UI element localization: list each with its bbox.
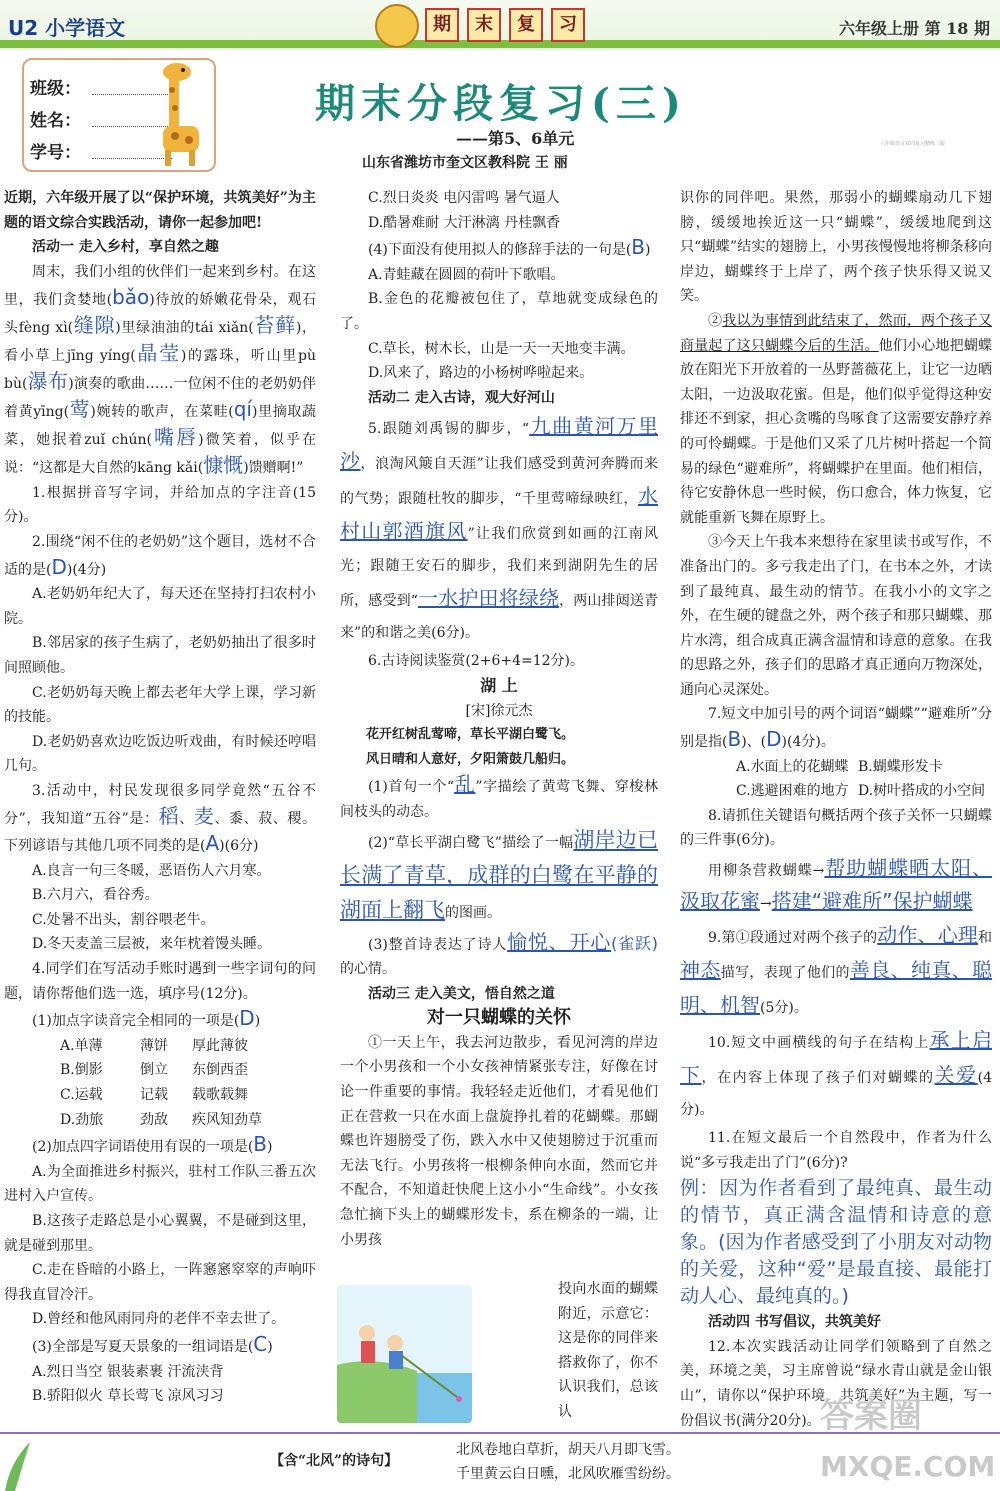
answer-q3-1: 稻 bbox=[158, 803, 180, 828]
question-4-2: (2)加点四字词语使用有误的一项是(B) bbox=[32, 1132, 273, 1157]
answer-q7-1: B bbox=[727, 727, 742, 752]
question-7: 7.短文中加引号的两个词语“蝴蝶”“避难所”分别是指(B)、(D)(4分)。 bbox=[680, 706, 992, 752]
poem-line-2: 风日晴和人意好，夕阳箫鼓几船归。 bbox=[366, 751, 575, 767]
q4-4-option-d: D.风来了，路边的小杨树哗啦起来。 bbox=[368, 365, 594, 382]
header-badge-2: 末 bbox=[467, 8, 501, 42]
q2-option-d: D.老奶奶喜欢边吃饭边听戏曲，有时候还哼唱几句。 bbox=[4, 733, 316, 775]
q4-2-option-b: B.这孩子走路总是小心翼翼，不是碰到这里，就是碰到那里。 bbox=[4, 1213, 316, 1254]
question-5: 5.跟随刘禹锡的脚步，“九曲黄河万里沙，浪淘风簸自天涯”让我们感受到黄河奔腾而来的气势；跟随杜牧的脚步，“千里莺啼绿映红，水村山郭酒旗风”让我们欣赏到如画的江南风光；跟随王安石的脚步，我们来到湖阴先生的居所，感受到“一水护田将绿绕，两山排闼送青来”的和谐之美(6分)。 bbox=[340, 414, 659, 642]
answer-q5-3: 一水护田将绿绕 bbox=[417, 586, 560, 611]
q4-4-option-b: B.金色的花瓣被包住了，草地就变成绿色的了。 bbox=[340, 291, 658, 332]
q3-option-b: B.六月六，看谷秀。 bbox=[32, 887, 159, 904]
article-paragraph-3: ③今天上午我本来想待在家里读书或写作，不准备出门的。多亏我走出了门，在书本之外，才读到了最纯真、最生动的情节。在我小小的文字之外，在生硬的键盘之外，两个孩子和那只蝴蝶、那片水湾，组合成真正满含温情和诗意的意象。在我的思路之外，孩子们的思路才真正通向万物深处，通向心灵深处。 bbox=[680, 534, 992, 698]
column-1 bbox=[4, 186, 316, 1409]
q3-option-a: A.良言一句三冬暖，恶语伤人六月寒。 bbox=[32, 862, 271, 879]
answer-pubu: 瀑布 bbox=[27, 368, 69, 393]
q4-1-row-d: D.劲旅 劲敌 疾风知劲草 bbox=[60, 1111, 262, 1128]
answer-q3-2: 麦 bbox=[193, 803, 215, 828]
header-badge-1: 期 bbox=[425, 8, 459, 42]
id-label: 学号： bbox=[30, 143, 81, 163]
answer-q4-3: C bbox=[253, 1331, 268, 1356]
answer-fengxi: 缝隙 bbox=[73, 312, 116, 337]
header-right: 六年级上册 第 18 期 bbox=[839, 19, 990, 38]
activity-1-heading: 活动一 走入乡村，享自然之趣 bbox=[32, 239, 219, 256]
question-9: 9.第①段通过对两个孩子的动作、心理和神态描写，表现了他们的善良、纯真、聪明、机智(5分)。 bbox=[680, 923, 993, 1018]
q4-2-option-a: A.为全面推进乡村振兴，驻村工作队三番五次进村入户宣传。 bbox=[4, 1163, 316, 1205]
answer-q2: D bbox=[51, 554, 67, 579]
class-label: 班级： bbox=[30, 79, 81, 99]
answer-kangkai: 慷慨 bbox=[203, 452, 244, 477]
q4-1-row-c: C.运载 记载 载歌载舞 bbox=[60, 1087, 248, 1104]
q4-1-row-b: B.倒影 倒立 东倒西歪 bbox=[60, 1062, 248, 1079]
question-2: 2.围绕“闲不住的老奶奶”这个题目，选材不合适的是(D)(4分) bbox=[4, 533, 316, 579]
activity-2-heading: 活动二 走入古诗，观大好河山 bbox=[368, 389, 555, 406]
footer-poem-line-1: 北风卷地白草折，胡天八月即飞雪。 bbox=[456, 1442, 680, 1458]
header-badge-4: 习 bbox=[551, 8, 585, 42]
question-4: 4.同学们在写活动手账时遇到一些字词句的问题，请你帮他们选一选，填序号(12分)。 bbox=[4, 961, 316, 1002]
answer-q3: A bbox=[205, 831, 220, 856]
answer-q10-1: 承上启下 bbox=[680, 1028, 993, 1088]
question-6: 6.古诗阅读鉴赏(2+6+4=12分)。 bbox=[368, 653, 585, 670]
question-11: 11.在短文最后一个自然段中，作者为什么说“多亏我走出了门”(6分)? bbox=[680, 1130, 992, 1171]
author: 山东省潍坊市奎文区教科院 王 丽 bbox=[362, 155, 568, 171]
plant-icon bbox=[0, 1432, 40, 1491]
corner-note: 六年级语文双周复习精练二版 bbox=[880, 141, 946, 147]
underlined-sentence: 我以为事情到此结束了，然而，两个孩子又商量起了这只蝴蝶今后的生活。 bbox=[680, 312, 993, 354]
column-2 bbox=[340, 186, 658, 1252]
q4-4-option-a: A.青蛙藏在圆圆的荷叶下歌唱。 bbox=[368, 266, 565, 283]
q4-3-option-c: C.烈日炎炎 电闪雷鸣 暑气逼人 bbox=[368, 190, 560, 206]
article-paragraph-1-end: 识你的同伴吧。果然，那弱小的蝴蝶扇动几下翅膀，缓缓地挨近这一只“蝴蝶”，缓缓地爬到这只“蝴蝶”结实的翅膀上，小男孩慢慢地将柳条移向岸边，蝴蝶终于上岸了，两个孩子快乐得又说又笑。 bbox=[680, 190, 992, 305]
answer-q5-2: 水村山郭酒旗风 bbox=[340, 484, 658, 544]
answer-q6-3: 愉悦、开心 bbox=[507, 929, 612, 954]
poem-line-1: 花开红树乱莺啼，草长平湖白鹭飞。 bbox=[366, 727, 575, 743]
q4-3-option-b: B.骄阳似火 草长莺飞 凉风习习 bbox=[32, 1388, 224, 1405]
answer-q4-2: B bbox=[253, 1132, 268, 1157]
answer-ying: 莺 bbox=[69, 396, 91, 421]
watermark-logo: 答案圈 bbox=[820, 1396, 922, 1436]
question-12: 12.本次实践活动让同学们领略到了自然之美，环境之美，习主席曾说“绿水青山就是金山银山”，请你以“保护环境，共筑美好”为主题，写一份倡议书(满分20分)。 bbox=[680, 1338, 992, 1429]
header-left: U2 小学语文 bbox=[8, 16, 126, 40]
answer-q6-3-alt: (雀跃) bbox=[611, 933, 658, 953]
activity-3-heading: 活动三 走入美文，悟自然之道 bbox=[368, 985, 555, 1002]
question-4-1: (1)加点字读音完全相同的一项是(D) bbox=[32, 1006, 261, 1031]
activity-1-passage: 周末，我们小组的伙伴们一起来到乡村。在这里，我们贪婪地(bǎo)待放的娇嫩花骨朵，观石头fèng xì(缝隙)里绿油油的tái xiǎn(苔藓)，看小草上jīng yíng(晶莹)的露珠，听山里pù bù(瀑布)演奏的歌曲……一位闲不住的老奶奶伴着黄yīng(莺)婉转的歌声，在菜畦(qí)里摘取蔬菜，她抿着zuǐ chún(嘴唇)微笑着，似乎在说：“这都是大自然的kāng kǎi(慷慨)馈赠啊!” bbox=[4, 263, 317, 477]
answer-taixian: 苔藓 bbox=[253, 312, 296, 337]
answer-q11: 例：因为作者看到了最纯真、最生动的情节，真正满含温情和诗意的意象。(因为作者感受到了小朋友对动物的关爱，这种“爱”是最直接、最能打动人心、最纯真的。) bbox=[680, 1177, 992, 1308]
q4-3-option-a: A.烈日当空 银装素裹 汗流浃背 bbox=[32, 1363, 224, 1380]
poem-title: 湖 上 bbox=[480, 675, 518, 695]
page-title: 期末分段复习(三) bbox=[315, 80, 687, 127]
answer-q8: 用柳条营救蝴蝶→帮助蝴蝶晒太阳、汲取花蜜→搭建“避难所”保护蝴蝶 bbox=[680, 856, 992, 914]
q4-2-option-c: C.走在昏暗的小路上，一阵窸窸窣窣的声响吓得我直冒冷汗。 bbox=[4, 1262, 316, 1303]
poem-author: [宋]徐元杰 bbox=[465, 702, 533, 719]
answer-q4-1: D bbox=[239, 1006, 255, 1031]
article-title: 对一只蝴蝶的关怀 bbox=[427, 1007, 571, 1029]
answer-qi: qí bbox=[233, 396, 252, 421]
q7-options-cd: C.逃避困难的地方 D.树叶搭成的小空间 bbox=[736, 783, 986, 800]
article-paragraph-1-wrap: 投向水面的蝴蝶附近，示意它：这是你的同伴来搭救你了，你不认识我们，总该认 bbox=[558, 1281, 658, 1420]
answer-q9-2: 神态 bbox=[680, 958, 721, 983]
answer-bao: bǎo bbox=[112, 284, 150, 309]
answer-q6-2: 湖岸边已长满了青草，成群的白鹭在平静的湖面上翻飞 bbox=[340, 827, 658, 922]
q2-option-b: B.邻居家的孩子生病了，老奶奶抽出了很多时间照顾他。 bbox=[4, 635, 316, 676]
intro-text: 近期，六年级开展了以“保护环境，共筑美好”为主题的语文综合实践活动，请你一起参加吧! bbox=[4, 190, 316, 231]
q3-option-c: C.处暑不出头，割谷喂老牛。 bbox=[32, 911, 215, 928]
footer-poem-line-2: 千里黄云白日曛，北风吹雁雪纷纷。 bbox=[456, 1466, 680, 1482]
q2-option-c: C.老奶奶每天晚上都去老年大学上课，学习新的技能。 bbox=[4, 684, 316, 726]
answer-q6-1: 乱 bbox=[454, 772, 476, 797]
cow-mascot-icon bbox=[375, 4, 419, 48]
answer-q5-1: 九曲黄河万里沙 bbox=[340, 414, 659, 474]
answer-q7-2: D bbox=[766, 727, 782, 752]
question-1: 1.根据拼音写字词，并给加点的字注音(15分)。 bbox=[4, 484, 316, 526]
q4-2-option-d: D.曾经和他风雨同舟的老伴不幸去世了。 bbox=[32, 1311, 286, 1328]
answer-q9-3: 善良、纯真、聪明、机智 bbox=[680, 958, 993, 1018]
q4-1-row-a: A.单薄 薄饼 厚此薄彼 bbox=[60, 1037, 248, 1054]
answer-q9-1: 动作、心理 bbox=[877, 923, 979, 948]
giraffe-icon bbox=[155, 60, 207, 168]
question-4-3: (3)全部是写夏天景象的一组词语是(C) bbox=[32, 1331, 273, 1356]
answer-q4-4: B bbox=[631, 235, 646, 260]
q4-4-option-c: C.草长，树木长，山是一天一天地变丰满。 bbox=[368, 340, 635, 357]
footer-tag: 【含“北风”的诗句】 bbox=[270, 1453, 399, 1469]
answer-zuichun: 嘴唇 bbox=[152, 424, 199, 449]
question-8: 8.请抓住关键语句概括两个孩子关怀一只蝴蝶的三件事(6分)。 bbox=[680, 807, 992, 849]
q4-3-option-d: D.酷暑难耐 大汗淋漓 丹桂飘香 bbox=[368, 214, 561, 231]
column-3 bbox=[680, 186, 992, 1433]
article-paragraph-2: ②我以为事情到此结束了，然而，两个孩子又商量起了这只蝴蝶今后的生活。他们小心地把蝴蝶放在阳光下开放着的一丛野蔷薇花上，让它一边晒太阳，一边汲取花蜜。但是，他们似乎觉得这种安排还不到家，担心贪嘴的鸟啄食了这需要安静疗养的可怜蝴蝶。于是他们又采了几片树叶搭起一个简易的绿色“避难所”，将蝴蝶护在里面。他们相信，待它安静休息一些时候，伤口愈合，体力恢复，它就能重新飞舞在原野上。 bbox=[680, 312, 993, 526]
footer-poem bbox=[456, 1438, 680, 1486]
question-6-2: (2)“草长平湖白鹭飞”描绘了一幅湖岸边已长满了青草，成群的白鹭在平静的湖面上翻飞的图画。 bbox=[340, 827, 658, 922]
question-4-4: (4)下面没有使用拟人的修辞手法的一句是(B) bbox=[368, 235, 651, 260]
q3-option-d: D.冬天麦盖三层被，来年枕着馒头睡。 bbox=[32, 936, 272, 953]
question-3: 3.活动中，村民发现很多同学竟然“五谷不分”，我知道“五谷”是：稻、麦、黍、菽、稷。下列谚语与其他几项不同类的是(A)(6分) bbox=[4, 782, 317, 856]
header-badge-3: 复 bbox=[509, 8, 543, 42]
question-6-1: (1)首句一个“乱”字描绘了黄莺飞舞、穿梭林间枝头的动态。 bbox=[340, 772, 658, 820]
subtitle: ——第5、6单元 bbox=[456, 129, 575, 148]
answer-jingying: 晶莹 bbox=[135, 340, 181, 365]
answer-q10-2: 关爱 bbox=[934, 1063, 978, 1088]
activity-4-heading: 活动四 书写倡议，共筑美好 bbox=[708, 1314, 881, 1331]
question-10: 10.短文中画横线的句子在结构上承上启下，在内容上体现了孩子们对蝴蝶的关爱(4分)。 bbox=[680, 1028, 993, 1119]
children-rescue-butterfly-illustration bbox=[337, 1285, 472, 1423]
name-label: 姓名： bbox=[30, 111, 81, 131]
q2-option-a: A.老奶奶年纪大了，每天还在坚持打扫农村小院。 bbox=[4, 586, 316, 627]
watermark-url: MXQE.COM bbox=[820, 1450, 996, 1483]
question-6-3: (3)整首诗表达了诗人愉悦、开心(雀跃)的心情。 bbox=[340, 929, 658, 978]
article-paragraph-1: ①一天上午，我去河边散步，看见河湾的岸边一个小男孩和一个小女孩神情紧张专注，好像在讨论一件重要的事情。我轻轻走近他们，才看见他们正在营救一只在水面上盘旋挣扎着的花蝴蝶。那蝴蝶也许翅膀受了伤，跌入水中又使翅膀过于沉重而无法飞行。小男孩将一根柳条伸向水面，然而它并不配合，不知道赶快爬上这小小“生命线”。小女孩急忙摘下头上的蝴蝶形发卡，系在柳条的一端，让小男孩 bbox=[340, 1034, 658, 1248]
q7-options-ab: A.水面上的花蝴蝶 B.蝴蝶形发卡 bbox=[736, 758, 943, 775]
